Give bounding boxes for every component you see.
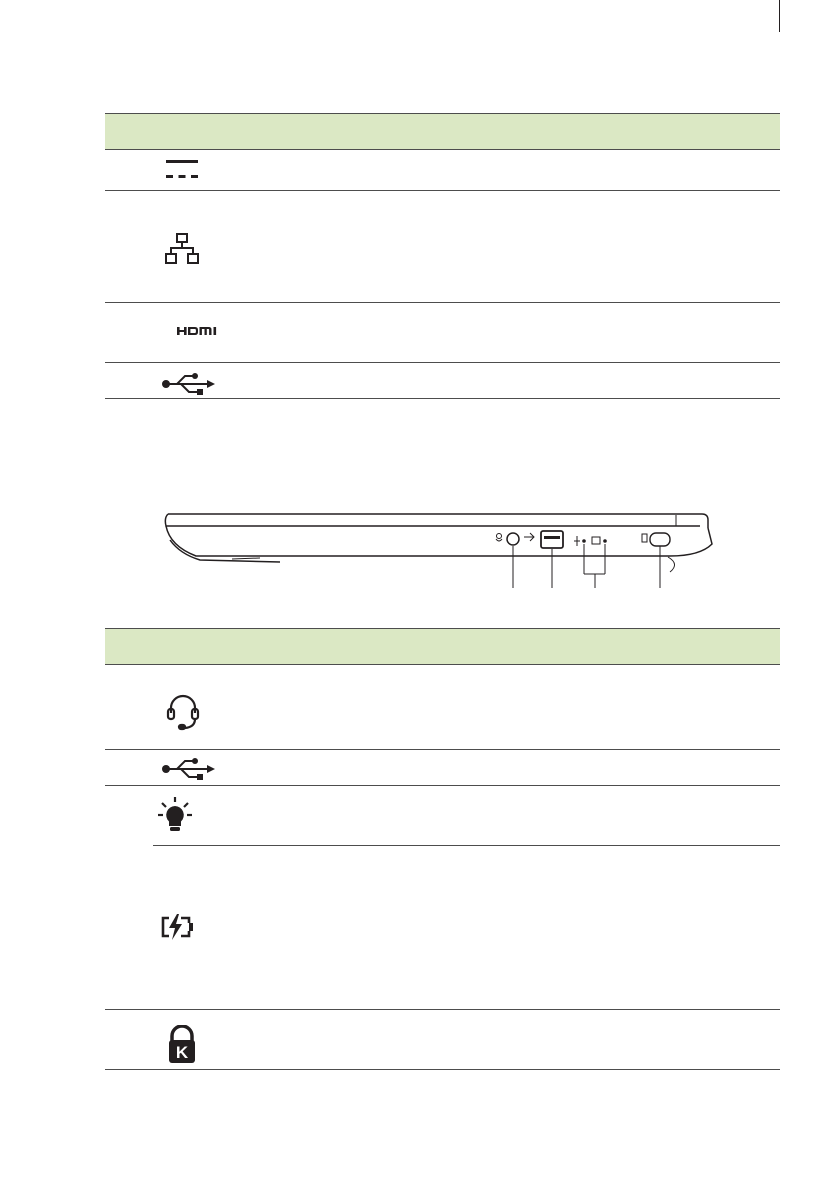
table-header — [105, 628, 780, 665]
row-divider — [105, 749, 780, 750]
crop-mark — [779, 0, 780, 32]
svg-text:K: K — [175, 1043, 189, 1062]
laptop-right-side-illustration — [160, 506, 720, 606]
row-divider — [105, 190, 780, 191]
dc-in-icon — [163, 158, 203, 182]
row-divider — [105, 1009, 780, 1010]
hdmi-icon — [177, 325, 221, 339]
usb-icon — [161, 756, 219, 782]
left-side-table — [105, 113, 780, 403]
row-divider — [105, 398, 780, 399]
battery-charging-icon — [158, 910, 198, 944]
row-divider — [105, 302, 780, 303]
row-divider — [153, 845, 780, 846]
power-indicator-icon — [155, 795, 195, 835]
right-side-table — [105, 628, 780, 1078]
row-divider — [105, 362, 780, 363]
usb-icon — [161, 371, 219, 397]
headset-icon — [163, 691, 203, 731]
row-divider — [105, 785, 780, 786]
row-divider — [105, 1069, 780, 1070]
kensington-lock-icon — [162, 1025, 202, 1065]
table-header — [105, 113, 780, 150]
ethernet-icon — [162, 231, 202, 271]
